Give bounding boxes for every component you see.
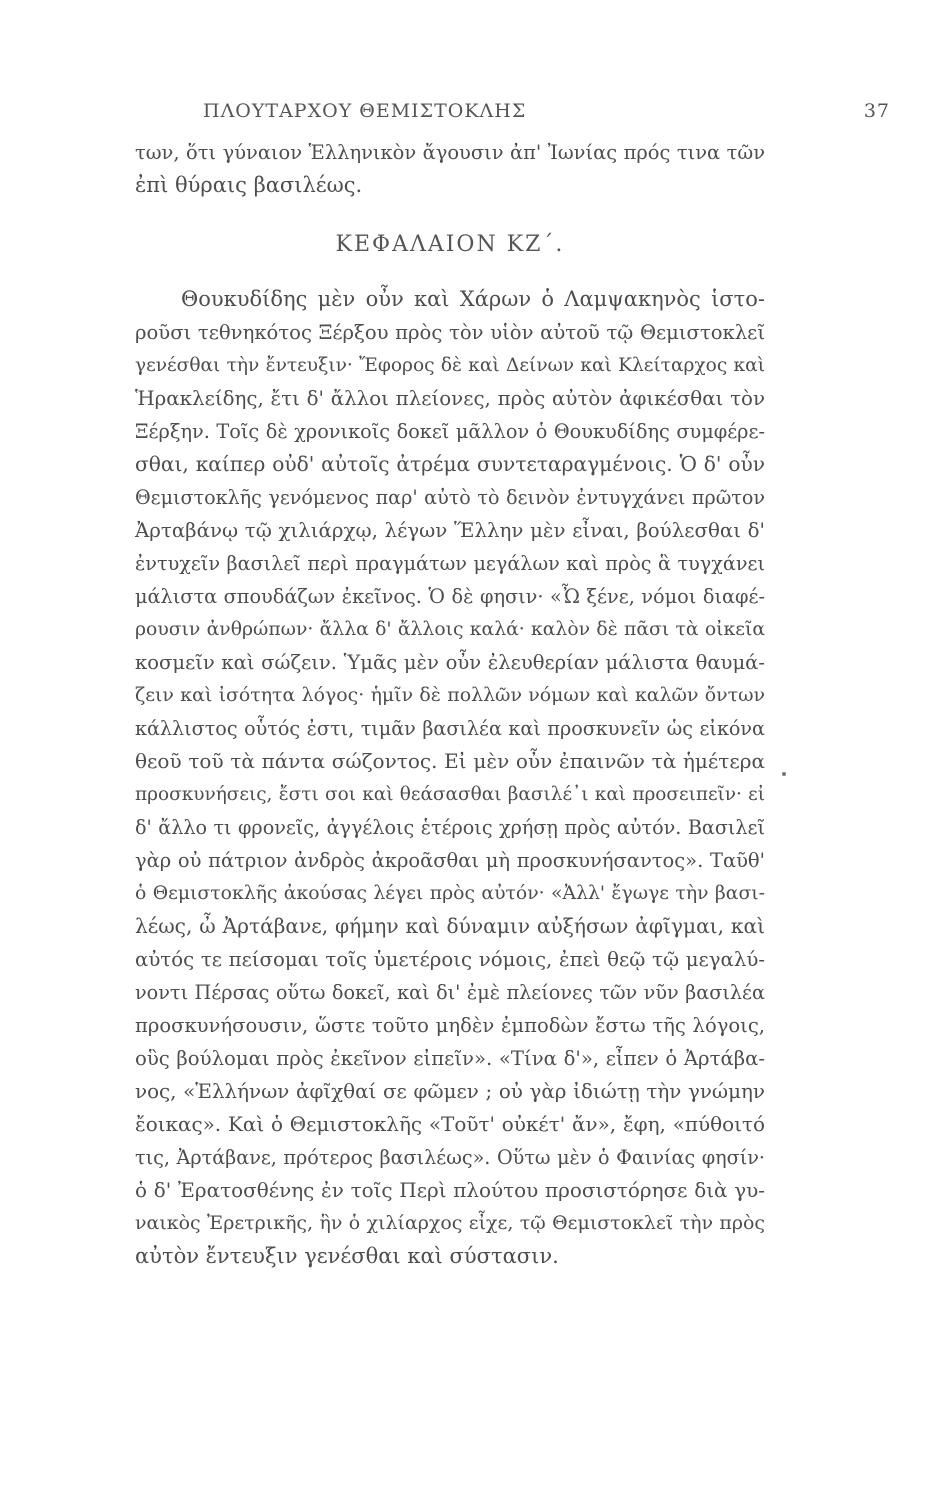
text-line: οὓς βούλομαι πρὸς ἐκεῖνον εἰπεῖν». «Τίνα δ'», εἶπεν ὁ Ἀρτάβα-: [135, 1047, 765, 1070]
margin-mark: [782, 772, 786, 776]
text-line: ὁ δ' Ἐρατοσθένης ἐν τοῖς Περὶ πλούτου προσιστόρησε διὰ γυ-: [135, 1178, 765, 1202]
text-line: Ἡρακλείδης, ἔτι δ' ἄλλοι πλείονες, πρὸς αὐτὸν ἀφικέσθαι τὸν: [135, 387, 765, 410]
opening-text: [135, 136, 765, 202]
text-line: γὰρ οὐ πάτριον ἀνδρὸς ἀκροᾶσθαι μὴ προσκυνήσαντος». Ταῦθ': [135, 849, 765, 872]
text-line: Ἀρταβάνῳ τῷ χιλιάρχῳ, λέγων Ἕλλην μὲν εἶναι, βούλεσθαι δ': [135, 519, 765, 542]
text-line: νοντι Πέρσας οὕτω δοκεῖ, καὶ δι' ἐμὲ πλείονες τῶν νῦν βασιλέα: [135, 981, 765, 1004]
text-line: ναικὸς Ἐρετρικῆς, ἣν ὁ χιλίαρχος εἶχε, τῷ Θεμιστοκλεῖ τὴν πρὸς: [135, 1212, 765, 1234]
page-number: 37: [863, 100, 890, 122]
text-line: ἐπὶ θύραις βασιλέως.: [135, 173, 363, 197]
chapter-heading: ΚΕΦΑΛΑΙΟΝ ΚΖ΄.: [335, 232, 565, 257]
text-line: δ' ἄλλο τι φρονεῖς, ἀγγέλοις ἑτέροις χρήσῃ πρὸς αὐτόν. Βασιλεῖ: [135, 816, 765, 839]
text-line: κάλλιστος οὗτός ἐστι, τιμᾶν βασιλέα καὶ προσκυνεῖν ὡς εἰκόνα: [135, 717, 765, 740]
text-line: Θεμιστοκλῆς γενόμενος παρ' αὐτὸ τὸ δεινὸν ἐντυγχάνει πρῶτον: [135, 486, 765, 509]
text-line: προσκυνήσεις, ἔστι σοι καὶ θεάσασθαι βασιλέ᾽ι καὶ προσειπεῖν· εἰ: [135, 784, 765, 805]
text-line: ρουσιν ἀνθρώπων· ἄλλα δ' ἄλλοις καλά· καλὸν δὲ πᾶσι τὰ οἰκεῖα: [135, 619, 765, 640]
text-line: μάλιστα σπουδάζων ἐκεῖνος. Ὁ δὲ φησιν· «Ὦ ξένε, νόμοι διαφέ-: [135, 585, 765, 608]
text-line: ροῦσι τεθνηκότος Ξέρξου πρὸς τὸν υἱὸν αὐτοῦ τῷ Θεμιστοκλεῖ: [135, 321, 765, 344]
text-line: θεοῦ τοῦ τὰ πάντα σώζοντος. Εἰ μὲν οὖν ἐπαινῶν τὰ ἡμέτερα: [135, 749, 765, 773]
chapter-body: [135, 283, 765, 1273]
text-line: τις, Ἀρτάβανε, πρότερος βασιλέως». Οὕτω μὲν ὁ Φαινίας φησίν·: [135, 1146, 765, 1169]
text-line: ζειν καὶ ἰσότητα λόγος· ἡμῖν δὲ πολλῶν νόμων καὶ καλῶν ὄντων: [135, 684, 765, 706]
text-line: ἐντυχεῖν βασιλεῖ περὶ πραγμάτων μεγάλων καὶ πρὸς ἃ τυγχάνει: [135, 552, 765, 575]
text-line: ὁ Θεμιστοκλῆς ἀκούσας λέγει πρὸς αὐτόν· «Ἀλλ' ἔγωγε τὴν βασι-: [135, 883, 765, 904]
text-line: αὐτός τε πείσομαι τοῖς ὑμετέροις νόμοις, ἐπεὶ θεῷ τῷ μεγαλύ-: [135, 948, 765, 971]
text-line: ἔοικας». Καὶ ὁ Θεμιστοκλῆς «Τοῦτ' οὐκέτ' ἄν», ἔφη, «πύθοιτό: [135, 1112, 765, 1136]
text-line: λέως, ὦ Ἀρτάβανε, φήμην καὶ δύναμιν αὐξήσων ἀφῖγμαι, καὶ: [135, 914, 765, 938]
text-line: Ξέρξην. Τοῖς δὲ χρονικοῖς δοκεῖ μᾶλλον ὁ Θουκυδίδης συμφέρε-: [135, 420, 765, 443]
text-line: νος, «Ἑλλήνων ἀφῖχθαί σε φῶμεν ; οὐ γὰρ ἰδιώτῃ τὴν γνώμην: [135, 1080, 765, 1103]
text-line: γενέσθαι τὴν ἔντευξιν· Ἔφορος δὲ καὶ Δείνων καὶ Κλείταρχος καὶ: [135, 355, 765, 376]
text-line: προσκυνήσουσιν, ὥστε τοῦτο μηδὲν ἐμποδὼν ἔστω τῆς λόγοις,: [135, 1014, 765, 1037]
text-line: Θουκυδίδης μὲν οὖν καὶ Χάρων ὁ Λαμψακηνὸς ἱστο-: [181, 287, 765, 311]
running-title: ΠΛΟΥΤΑΡΧΟΥ ΘΕΜΙΣΤΟΚΛΗΣ: [203, 100, 527, 122]
text-line: αὐτὸν ἔντευξιν γενέσθαι καὶ σύστασιν.: [135, 1244, 559, 1268]
text-line: των, ὅτι γύναιον Ἑλληνικὸν ἄγουσιν ἀπ' Ἰωνίας πρός τινα τῶν: [135, 141, 765, 164]
text-line: σθαι, καίπερ οὐδ' αὐτοῖς ἀτρέμα συντεταραγμένοις. Ὁ δ' οὖν: [135, 452, 765, 476]
text-line: κοσμεῖν καὶ σώζειν. Ὑμᾶς μὲν οὖν ἐλευθερίαν μάλιστα θαυμά-: [135, 651, 765, 674]
